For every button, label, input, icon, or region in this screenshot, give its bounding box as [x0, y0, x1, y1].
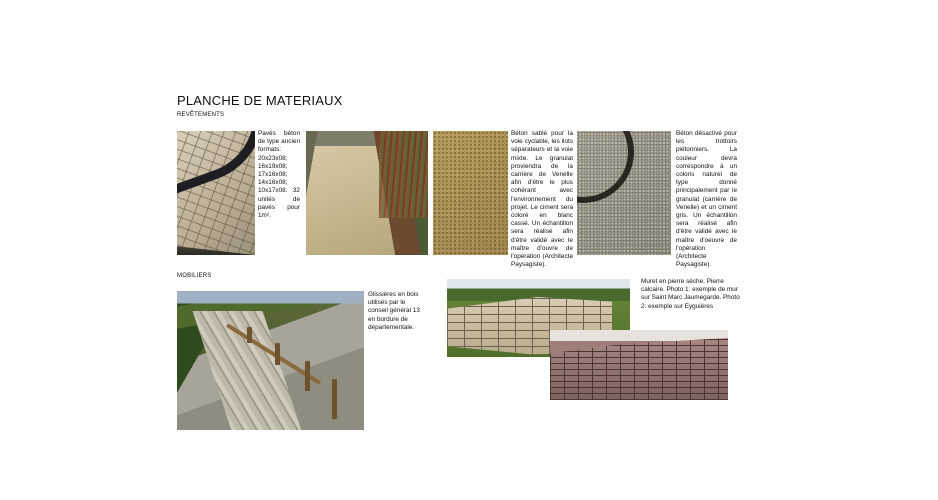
photo-muret-eyguieres: [550, 330, 728, 400]
guardrail-post: [247, 327, 252, 343]
text-glissieres-bois: Glissières en bois utilisés par le conseil général 13 en bordure de départementale.: [368, 291, 420, 331]
stone-wall-shape: [193, 311, 312, 430]
dry-stone-wall-shape: [550, 338, 728, 400]
photo-trottoir-beton: [306, 131, 428, 255]
photo-beton-sable: [433, 131, 508, 255]
guardrail-post: [332, 379, 337, 419]
photo-beton-desactive: [577, 131, 671, 255]
guardrail-post: [275, 343, 280, 365]
guardrail-post: [305, 361, 310, 391]
section-heading-mobiliers: MOBILIERS: [177, 273, 212, 279]
text-beton-desactive: Béton désactivé pour les trottoirs piétonniers. La couleur devra correspondre à un coloris naturel de type donné principalement par le granulat (carrière de Venelle) et un ciment gris. Un échantillon sera réalisé afin d'être validé avec le maître d'oeuvre de l'opération (Architecte Paysagiste).: [676, 130, 737, 269]
text-beton-sable: Béton sablé pour la voie cyclable, les ilots séparateurs et la voie mixte. Le granulat proviendra de la carrière de Venelle afin d'être le plus cohérant avec l'environnement du projet. Le ciment sera coloré en blanc cassé. Un échantillon sera réalisé afin d'être validé avec le maître d'ouvre de l'opération (Architecte Paysagiste).: [511, 130, 573, 269]
section-heading-revetements: REVÊTEMENTS: [177, 112, 225, 118]
text-paves-beton: Pavés béton de type ancien formats: 20x23x08; 16x19x08; 17x16x08; 14x16x08; 10x17x08. 32 unités de pavés pour 1m².: [258, 130, 300, 220]
text-muret-pierre-seche: Muret en pierre sèche. Pierre calcaire. Photo 1: exemple de mur sur Saint Marc Jaumegarde. Photo 2: exemple sur Eyguières: [641, 278, 740, 310]
page-title: PLANCHE DE MATERIAUX: [177, 93, 343, 108]
photo-glissieres-bois: [177, 291, 364, 430]
photo-paves-beton: [177, 131, 255, 255]
